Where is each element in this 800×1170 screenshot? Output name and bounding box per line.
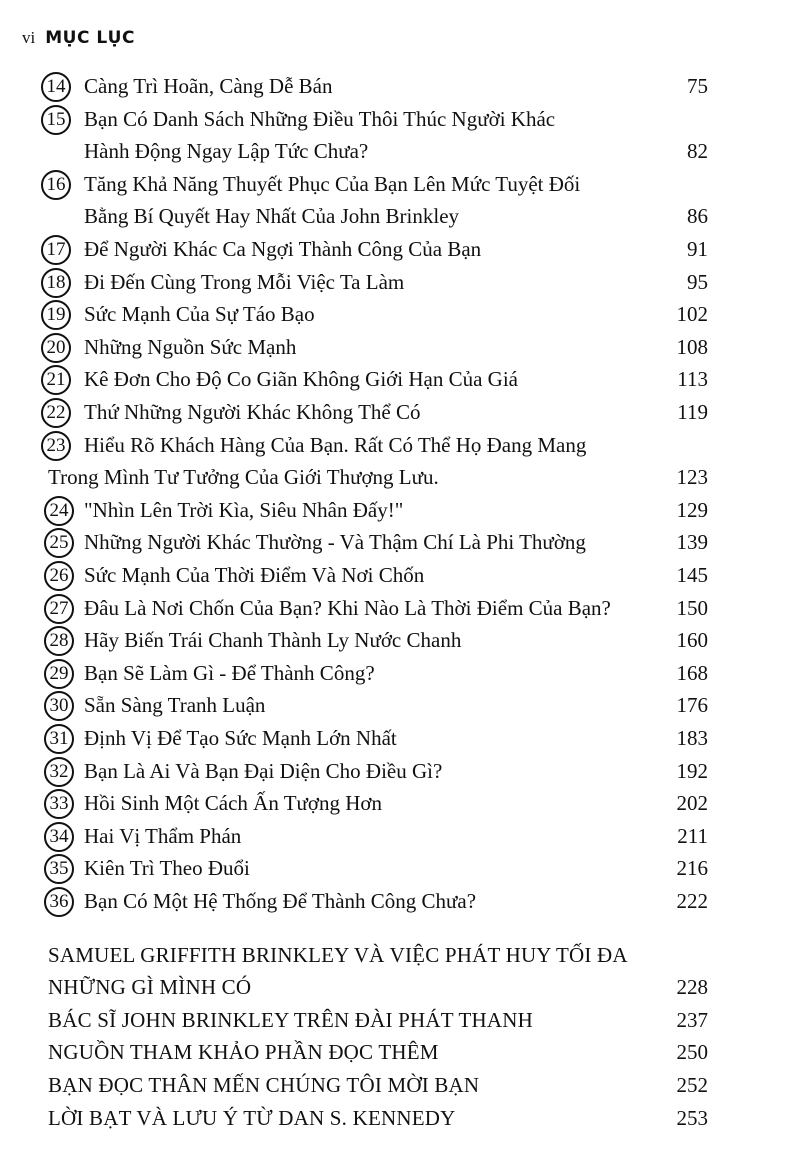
- page-header: [22, 28, 135, 48]
- chapter-title-line: Hành Động Ngay Lập Tức Chưa?: [84, 139, 369, 164]
- page-ref: 86: [687, 204, 708, 229]
- page-ref: 139: [676, 530, 708, 555]
- page-ref: 123: [676, 465, 708, 490]
- chapter-title-line: Sức Mạnh Của Thời Điểm Và Nơi Chốn: [84, 563, 425, 587]
- chapter-number-badge: 23: [41, 431, 71, 461]
- chapter-number-badge: 29: [44, 659, 74, 689]
- chapter-number-badge: 21: [41, 365, 71, 395]
- chapter-title-line: Định Vị Để Tạo Sức Mạnh Lớn Nhất: [84, 726, 397, 750]
- page-ref: 129: [676, 497, 708, 522]
- chapter-title-line: Kiên Trì Theo Đuổi: [84, 856, 250, 881]
- chapter-number-badge: 22: [41, 398, 71, 428]
- chapter-number-badge: 31: [44, 724, 74, 754]
- page-ref: 183: [676, 726, 708, 750]
- chapter-number-badge: 34: [44, 822, 74, 852]
- chapter-number-badge: 15: [41, 105, 71, 135]
- page-ref: 252: [676, 1073, 708, 1097]
- page-ref: 176: [676, 693, 708, 718]
- page-ref: 108: [676, 334, 708, 359]
- chapter-title-line: Kê Đơn Cho Độ Co Giãn Không Giới Hạn Của Giá: [84, 367, 518, 392]
- page-ref: 216: [676, 856, 708, 881]
- chapter-title-line: Đi Đến Cùng Trong Mỗi Việc Ta Làm: [84, 269, 405, 294]
- page-ref: 253: [676, 1105, 708, 1130]
- chapter-title-line: Những Nguồn Sức Mạnh: [84, 334, 297, 359]
- page-ref: 91: [687, 237, 708, 261]
- page-ref: 160: [676, 628, 708, 653]
- page-ref: 75: [687, 74, 708, 98]
- section-title-line: BÁC SĨ JOHN BRINKLEY TRÊN ĐÀI PHÁT THANH: [48, 1007, 533, 1032]
- chapter-title-line: Để Người Khác Ca Ngợi Thành Công Của Bạn: [84, 237, 482, 261]
- chapter-title-line: "Nhìn Lên Trời Kìa, Siêu Nhân Đấy!": [84, 497, 404, 522]
- chapter-number-badge: 32: [44, 757, 74, 787]
- chapter-number-badge: 36: [44, 887, 74, 917]
- chapter-title-line: Trong Mình Tư Tưởng Của Giới Thượng Lưu.: [48, 465, 439, 490]
- page-title: MỤC LỤC: [45, 28, 135, 48]
- chapter-number-badge: 17: [41, 235, 71, 265]
- section-title-line: BẠN ĐỌC THÂN MẾN CHÚNG TÔI MỜI BẠN: [48, 1073, 480, 1097]
- chapter-number-badge: 35: [44, 854, 74, 884]
- page-ref: 222: [676, 889, 708, 913]
- chapter-title-line: Hãy Biến Trái Chanh Thành Ly Nước Chanh: [84, 628, 462, 653]
- chapter-title-line: Những Người Khác Thường - Và Thậm Chí Là Phi Thường: [84, 530, 586, 555]
- chapter-number-badge: 14: [41, 72, 71, 102]
- page-ref: 95: [687, 269, 708, 294]
- chapter-title-line: Hiểu Rõ Khách Hàng Của Bạn. Rất Có Thể Họ Đang Mang: [84, 432, 587, 457]
- section-title-line: SAMUEL GRIFFITH BRINKLEY VÀ VIỆC PHÁT HUY TỐI ĐA: [48, 942, 628, 967]
- chapter-number-badge: 27: [44, 594, 74, 624]
- chapter-title-line: Đâu Là Nơi Chốn Của Bạn? Khi Nào Là Thời Điểm Của Bạn?: [84, 595, 611, 620]
- chapter-title-line: Thứ Những Người Khác Không Thể Có: [84, 400, 421, 424]
- chapter-number-badge: 25: [44, 528, 74, 558]
- chapter-title-line: Bạn Là Ai Và Bạn Đại Diện Cho Điều Gì?: [84, 758, 443, 783]
- section-title-line: NGUỒN THAM KHẢO PHẦN ĐỌC THÊM: [48, 1040, 439, 1065]
- section-title-line: LỜI BẠT VÀ LƯU Ý TỪ DAN S. KENNEDY: [48, 1105, 456, 1130]
- chapter-title-line: Càng Trì Hoãn, Càng Dễ Bán: [84, 74, 333, 98]
- chapter-title-line: Bạn Sẽ Làm Gì - Để Thành Công?: [84, 660, 375, 685]
- page-ref: 145: [676, 563, 708, 587]
- page-ref: 192: [676, 758, 708, 783]
- chapter-number-badge: 16: [41, 170, 71, 200]
- chapter-number-badge: 30: [44, 691, 74, 721]
- chapter-title-line: Bằng Bí Quyết Hay Nhất Của John Brinkley: [84, 204, 460, 229]
- chapter-number-badge: 18: [41, 268, 71, 298]
- chapter-title-line: Hồi Sinh Một Cách Ấn Tượng Hơn: [84, 791, 383, 816]
- chapter-title-line: Sức Mạnh Của Sự Táo Bạo: [84, 302, 315, 327]
- page-ref: 150: [676, 595, 708, 620]
- chapter-title-line: Sẵn Sàng Tranh Luận: [84, 693, 266, 718]
- chapter-title-line: Hai Vị Thẩm Phán: [84, 823, 242, 848]
- page-ref: 211: [677, 823, 708, 848]
- page-ref: 102: [676, 302, 708, 327]
- chapter-number-badge: 33: [44, 789, 74, 819]
- chapter-number-badge: 26: [44, 561, 74, 591]
- chapter-number-badge: 19: [41, 300, 71, 330]
- page-ref: 202: [676, 791, 708, 816]
- page-ref: 113: [677, 367, 708, 392]
- section-title-line: NHỮNG GÌ MÌNH CÓ: [48, 975, 252, 1000]
- chapter-number-badge: 24: [44, 496, 74, 526]
- chapter-number-badge: 28: [44, 626, 74, 656]
- page-number: vi: [22, 28, 36, 47]
- page-ref: 168: [676, 660, 708, 685]
- page-ref: 237: [676, 1007, 708, 1032]
- page-ref: 250: [676, 1040, 708, 1065]
- chapter-number-badge: 20: [41, 333, 71, 363]
- chapter-title-line: Bạn Có Danh Sách Những Điều Thôi Thúc Người Khác: [84, 106, 556, 131]
- page-ref: 82: [687, 139, 708, 164]
- chapter-title-line: Tăng Khả Năng Thuyết Phục Của Bạn Lên Mức Tuyệt Đối: [84, 171, 581, 196]
- page-ref: 228: [676, 975, 708, 1000]
- chapter-title-line: Bạn Có Một Hệ Thống Để Thành Công Chưa?: [84, 889, 477, 913]
- page-ref: 119: [677, 400, 708, 424]
